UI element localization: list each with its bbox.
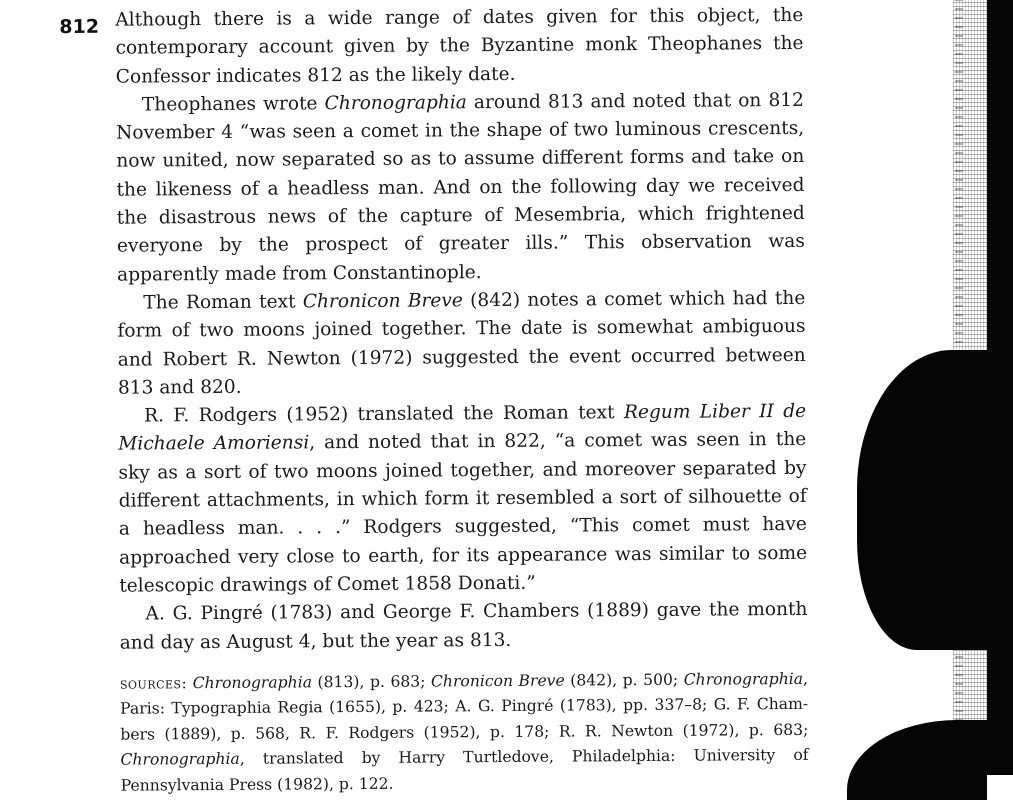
sources-label: sources: [119, 674, 188, 693]
paragraph-text: R. F. Rodgers (1952) translated the Roman text [144, 402, 624, 427]
sources-note [120, 667, 809, 799]
source-text: (813), p. 683; [311, 672, 432, 692]
paragraph-text: Theophanes wrote [141, 93, 325, 116]
work-title: Regum Liber II de Michaele Amoriensi [118, 401, 807, 456]
paragraph-theophanes [116, 87, 805, 290]
source-title: Chronographia [120, 750, 240, 769]
paragraph-text: around 813 and noted that on 812 November 4 “was seen a comet in the shape of two luminous crescents, now united, now separated so as to assume different forms and take on the likeness of a headless man. And on the following day we received the disastrous news of the capture of Mesembria, which frightened everyone by the prospect of greater ills.” This observation was apparently made from Constantinople. [116, 89, 805, 286]
paragraph-text: , and noted that in 822, “a comet was seen in the sky as a sort of two moons joined together, and moreover separated by different attachments, in which form it resembled a sort of silhouette of a headless man. . . .” Rodgers suggested, “This comet must have approached very close to earth, for its appearance was similar to some telescopic drawings of Comet 1858 Donati.” [118, 429, 808, 597]
binding-edge [987, 0, 1013, 775]
source-text: , Paris: Typographia Regia (1655), p. 423; A. G. Pingré (1783), pp. 337–8; G. F. Chambers (1889), p. 568, R. F. Rodgers (1952), p. 178; R. R. Newton (1972), p. 683; [120, 669, 809, 744]
entry-text [115, 2, 809, 799]
source-title: Chronicon Breve [430, 671, 565, 691]
paragraph-rodgers [118, 398, 807, 601]
paragraph-text: (842) notes a comet which had the form of two moons joined together. The date is somewhat ambiguous and Robert R. Newton (1972) suggested the event occurred between 813 and 820. [117, 287, 806, 399]
work-title: Chronicon Breve [302, 290, 463, 313]
source-text: (842), p. 500; [564, 670, 684, 690]
paragraph-intro: Although there is a wide range of dates given for this object, the contemporary account given by the Byzantine monk Theophanes the Confessor indicates 812 as the likely date. [115, 4, 804, 88]
work-title: Chronographia [324, 92, 467, 115]
entry-year: 812 [59, 15, 100, 39]
source-title: Chronographia [683, 669, 804, 689]
paragraph-pingre: A. G. Pingré (1783) and George F. Chambers (1889) gave the month and day as August 4, but the year as 813. [119, 599, 808, 654]
source-title: Chronographia [192, 673, 313, 692]
paragraph-text: The Roman text [143, 291, 303, 314]
paragraph-chronicon [117, 285, 806, 403]
source-text: , translated by Harry Turtledove, Philadelphia: University of Pennsylvania Press (1982), p. 122. [120, 746, 809, 795]
